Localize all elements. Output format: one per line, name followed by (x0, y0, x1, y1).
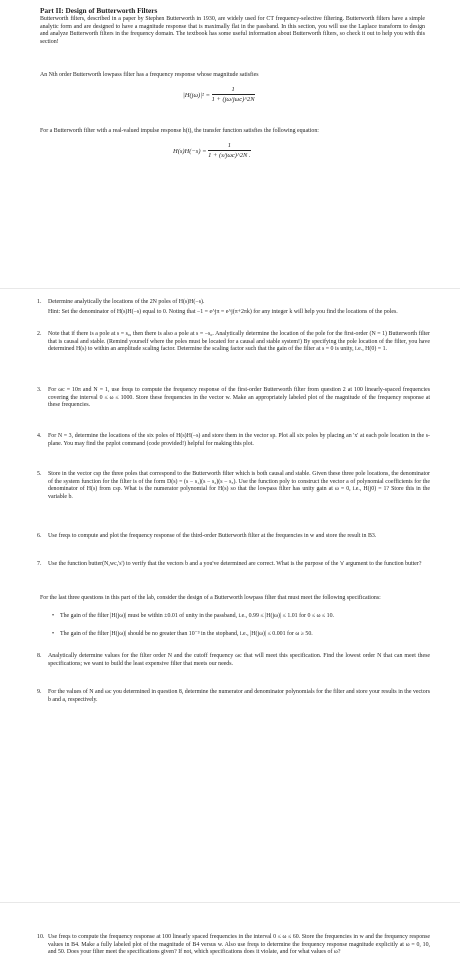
page-divider-2 (0, 902, 460, 903)
question-text: For ωc = 10π and N = 1, use freqs to compute the frequency response of the first-order Butterworth filter from question 2 at 100 linearly-spaced frequencies covering the interval 0 ≤ ω ≤ 1000. Store these frequencies in the vector w. Make an appropriately labeled plot of the magnitude of the frequency response at these frequencies. (48, 387, 430, 408)
realvalued-sentence-block (40, 128, 425, 136)
intro-paragraph: Butterworth filters, described in a paper by Stephen Butterworth in 1930, are widely used for CT frequency-selective filtering. Butterworth filters have a simple analytic form and are designed to have a magnitude response that is maximally flat in the passband. In this section, you will use the Laplace transform to design and analyze Butterworth filters in the frequency domain. The textbook has some useful information about Butterworth filters, so check it out to help you with this section! (40, 16, 425, 45)
equation-magnitude-denominator: 1 + (jω/jωc)^2N (211, 96, 255, 103)
question-number: 5. (37, 471, 42, 477)
question-number: 7. (37, 561, 42, 567)
question-text: Note that if there is a pole at s = s₀, then there is also a pole at s = −s₀. Analytically determine the location of the pole for the first-order (N = 1) Butterworth filter that is causal and stable. (Remind yourself where the poles must be located for a causal and stable system!) By specifying the pole location of the filter, you have determined H(s) to within an amplitude scaling factor. Determine the scaling factor such that the gain of the filter at s = 0 is unity, i.e., H(0) = 1. (48, 331, 430, 352)
question-text: Determine analytically the locations of the 2N poles of H(s)H(−s). (48, 299, 205, 305)
bullet: • (52, 613, 55, 619)
question-number: 6. (37, 533, 42, 539)
question-text: Store in the vector csp the three poles that correspond to the Butterworth filter which is both causal and stable. Given these three pole locations, the denominator of the system function for the filter is of the form D(s) = (s − s₁)(s − s₂)(s − s₃). Use the function poly to construct the vector a of polynomial coefficients for the denominator of H(s) from csp. What is the numerator polynomial for H(s) so that the lowpass filter has unity gain at ω = 0, i.e., H(j0) = 1? Store this in the variable b. (48, 471, 430, 500)
question-text: For N = 3, determine the locations of the six poles of H(s)H(−s) and store them in the vector sp. Plot all six poles by placing an 'x' at each pole location in the s-plane. You may find the pzplot command (code provided!) helpful for making this plot. (48, 433, 430, 447)
equation-magnitude (183, 86, 255, 105)
spec-text: The gain of the filter |H(jω)| should be no greater than 10⁻³ in the stopband, i.e., |H(jω)| ≤ 0.001 for ω ≥ 50. (60, 631, 313, 637)
question-item (37, 653, 430, 668)
lowpass-sentence-block (40, 72, 425, 80)
specs-intro: For the last three questions in this part of the lab, consider the design of a Butterworth lowpass filter that must meet the following specifications: (40, 595, 381, 601)
equation-transfer (173, 142, 251, 161)
hint-text: Hint: Set the denominator of H(s)H(−s) equal to 0. Noting that −1 = e^jπ = e^j(π+2πk) for any integer k will help you find the locations of the poles. (48, 309, 398, 315)
realvalued-sentence: For a Butterworth filter with a real-valued impulse response h(t), the transfer function satisfies the following equation: (40, 128, 319, 134)
question-text: Analytically determine values for the filter order N and the cutoff frequency ωc that will meet this specification. Find the lowest order N that can meet these specifications; we want to build the least expensive filter that meets our needs. (48, 653, 430, 667)
page-divider-1 (0, 288, 460, 289)
question-text: Use the function butter(N,wc,'s') to verify that the vectors b and a you've determined are correct. What is the purpose of the 's' argument to the function butter? (48, 561, 422, 567)
question-item (37, 533, 430, 541)
question-item (37, 433, 430, 448)
question-number: 9. (37, 689, 42, 695)
question-item (37, 561, 430, 569)
specs-intro-block (40, 595, 425, 603)
equation-transfer-denominator: 1 + (s/jωc)^2N . (208, 152, 251, 159)
question-number: 1. (37, 299, 42, 305)
spec-item (52, 631, 430, 639)
question-text: Use freqs to compute and plot the frequency response of the third-order Butterworth filter at the frequencies in w and store the result in B3. (48, 533, 377, 539)
question-hint (48, 309, 430, 317)
question-item (37, 299, 430, 307)
spec-text: The gain of the filter |H(jω)| must be within ±0.01 of unity in the passband, i.e., 0.99 ≤ |H(jω)| ≤ 1.01 for 0 ≤ ω ≤ 10. (60, 613, 334, 619)
question-item (37, 331, 430, 354)
question-number: 4. (37, 433, 42, 439)
question-number: 10. (37, 934, 45, 940)
equation-magnitude-lhs: |H(jω)|² = (183, 91, 210, 99)
question-number: 8. (37, 653, 42, 659)
equation-magnitude-numerator: 1 (212, 86, 255, 95)
question-text: For the values of N and ωc you determined in question 8, determine the numerator and denominator polynomials for the filter and store your results in the vectors b and a, respectively. (48, 689, 430, 703)
question-number: 2. (37, 331, 42, 337)
section-header (40, 6, 425, 15)
section-title: Part II: Design of Butterworth Filters (40, 6, 158, 15)
equation-transfer-fraction (208, 142, 250, 161)
bullet: • (52, 631, 55, 637)
question-number: 3. (37, 387, 42, 393)
question-item (37, 689, 430, 704)
equation-magnitude-fraction (212, 86, 255, 105)
question-text: Use freqs to compute the frequency response at 100 linearly spaced frequencies in the interval 0 ≤ ω ≤ 60. Store the frequencies in w and the frequency response values in B4. Make a fully labeled plot of the magnitude of B4 versus w. Also use freqs to determine the frequency response magnitude explicitly at ω = 0, 10, and 50. Does your filter meet the specifications given? If not, which specifications does it violate, and for what values of ω? (48, 934, 430, 955)
spec-item (52, 613, 430, 621)
question-item (37, 471, 430, 501)
equation-transfer-lhs: H(s)H(−s) = (173, 147, 207, 155)
question-item (37, 934, 430, 957)
equation-transfer-numerator: 1 (208, 142, 250, 151)
intro-paragraph-block (40, 16, 425, 46)
question-item (37, 387, 430, 410)
lowpass-sentence: An Nth order Butterworth lowpass filter has a frequency response whose magnitude satisfies (40, 72, 259, 78)
